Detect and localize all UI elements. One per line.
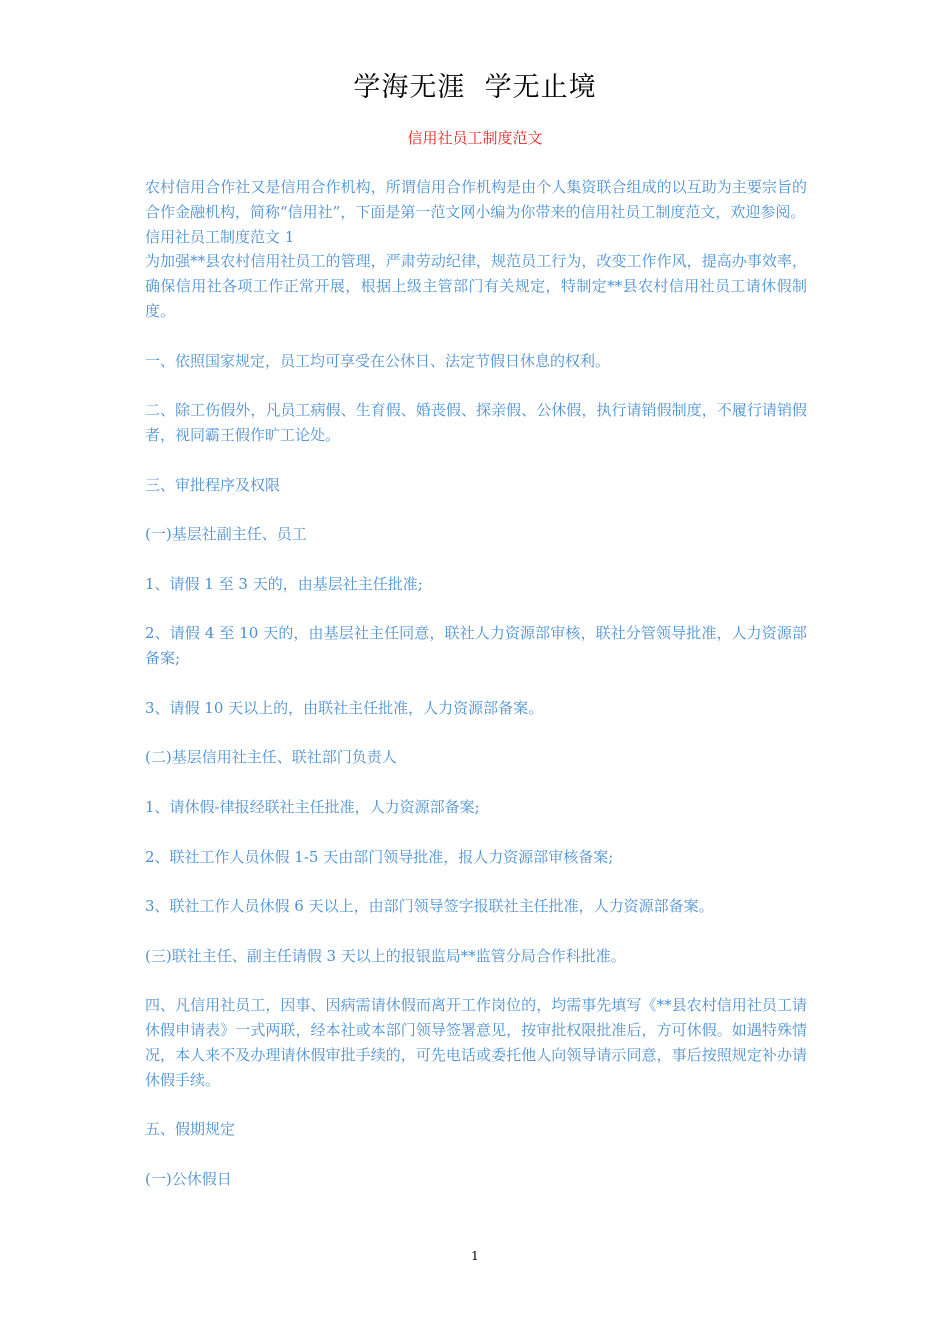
clause-paragraph: 一、依照国家规定，员工均可享受在公休日、法定节假日休息的权利。: [145, 351, 611, 370]
subclause-heading: (三)联社主任、副主任请假 3 天以上的报银监局**监管分局合作科批准。: [145, 946, 626, 965]
subclause-heading: (二)基层信用社主任、联社部门负责人: [145, 748, 397, 767]
clause-heading: 五、假期规定: [145, 1120, 236, 1139]
list-item: 3、请假 10 天以上的，由联社主任批准，人力资源部备案。: [145, 698, 544, 717]
clause-paragraph: 二、除工伤假外，凡员工病假、生育假、婚丧假、探亲假、公休假，执行请销假制度，不履行请销假者，视同霸王假作旷工论处。: [145, 401, 807, 444]
list-item: 2、联社工作人员休假 1-5 天由部门领导批准，报人力资源部审核备案;: [145, 847, 614, 866]
page-header-title: 学海无涯 学无止境: [353, 72, 597, 103]
section-heading: 信用社员工制度范文 1: [145, 227, 295, 246]
list-item: 2、请假 4 至 10 天的，由基层社主任同意，联社人力资源部审核，联社分管领导批准，人力资源部备案;: [145, 624, 807, 668]
clause-paragraph: 四、凡信用社员工，因事、因病需请休假而离开工作岗位的，均需事先填写《**县农村信用社员工请休假申请表》一式两联，经本社或本部门领导签署意见，按审批权限批准后，方可休假。如遇特殊情况，本人来不及办理请休假审批手续的，可先电话或委托他人向领导请示同意，事后按照规定补办请休假手续。: [145, 996, 807, 1089]
document-title: 信用社员工制度范文: [407, 129, 543, 147]
page-number: 1: [471, 1249, 479, 1263]
document-body: [145, 175, 807, 1216]
subclause-heading: (一)公休假日: [145, 1169, 232, 1188]
list-item: 1、请休假-律报经联社主任批准，人力资源部备案;: [145, 797, 480, 816]
list-item: 1、请假 1 至 3 天的，由基层社主任批准;: [145, 574, 423, 593]
subclause-heading: (一)基层社副主任、员工: [145, 525, 307, 544]
clause-heading: 三、审批程序及权限: [145, 475, 281, 494]
intro-paragraph: 农村信用合作社又是信用合作机构，所谓信用合作机构是由个人集资联合组成的以互助为主要宗旨的合作金融机构，简称“信用社”，下面是第一范文网小编为你带来的信用社员工制度范文，欢迎参阅。: [145, 178, 807, 221]
purpose-paragraph: 为加强**县农村信用社员工的管理，严肃劳动纪律，规范员工行为，改变工作作风，提高办事效率，确保信用社各项工作正常开展，根据上级主管部门有关规定，特制定**县农村信用社员工请休假制度。: [145, 252, 807, 320]
list-item: 3、联社工作人员休假 6 天以上，由部门领导签字报联社主任批准，人力资源部备案。: [145, 897, 714, 916]
